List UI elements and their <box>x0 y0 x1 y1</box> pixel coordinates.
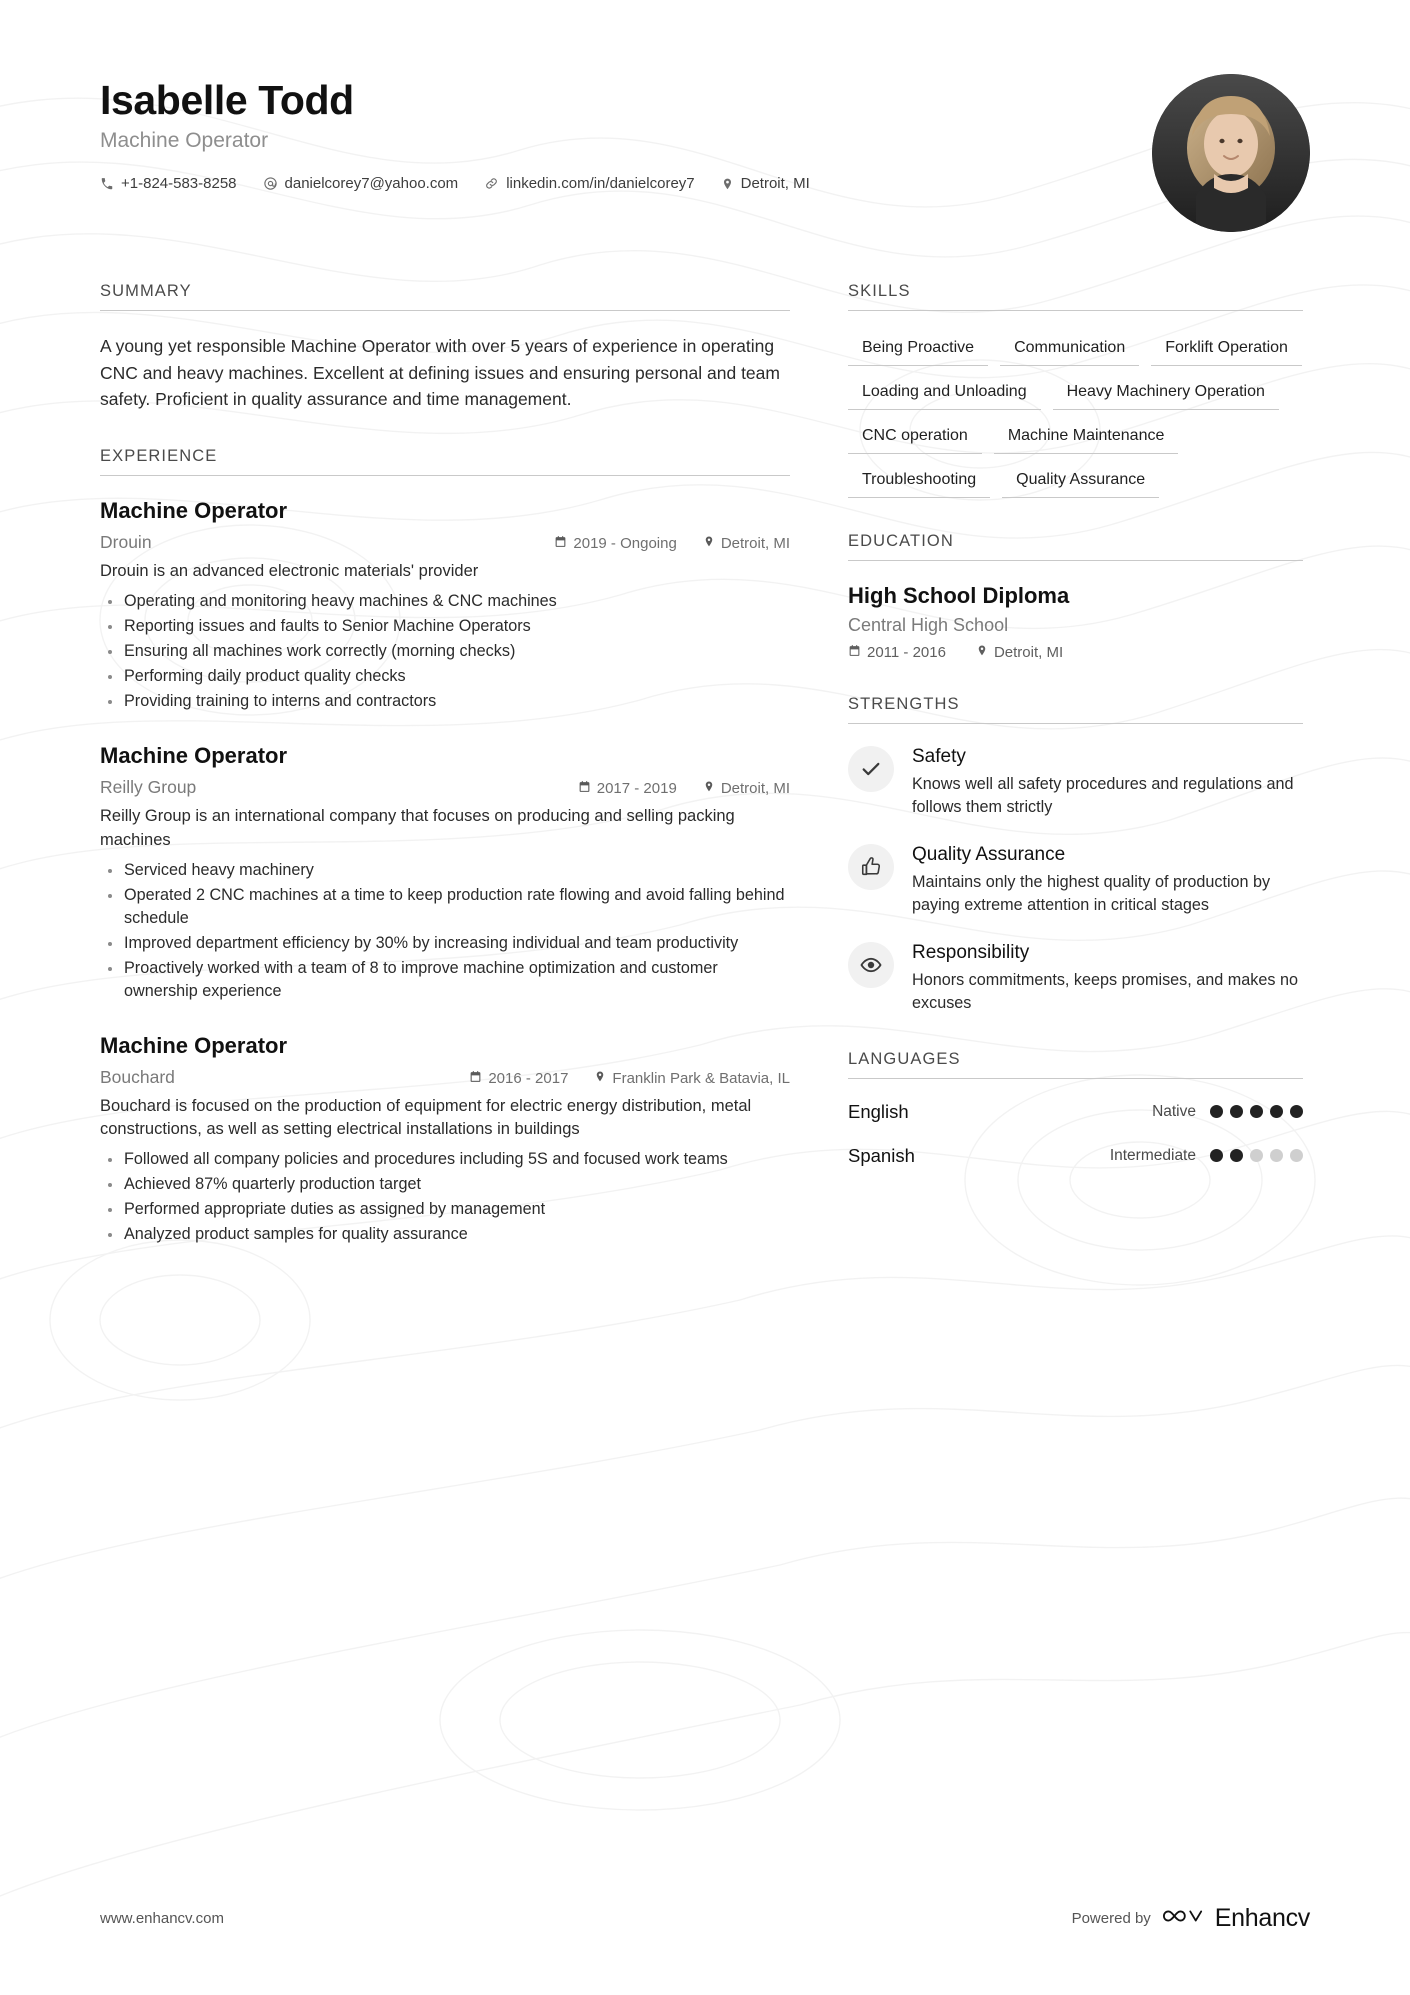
strength-text-block <box>912 942 1303 1016</box>
enhancv-logo-icon <box>1163 1903 1203 1933</box>
list-item: Proactively worked with a team of 8 to improve machine optimization and customer ownership experience <box>100 957 790 1003</box>
left-column <box>100 282 790 1280</box>
rating-dot <box>1250 1105 1263 1118</box>
calendar-icon <box>469 1070 482 1087</box>
thumbs-up-icon <box>848 844 894 890</box>
experience-item <box>100 498 790 713</box>
phone-icon <box>100 177 114 191</box>
experience-section-title: EXPERIENCE <box>100 447 790 476</box>
experience-date-text: 2016 - 2017 <box>488 1069 569 1087</box>
strength-title: Responsibility <box>912 941 1030 963</box>
eye-icon <box>848 942 894 988</box>
location-pin-icon <box>594 1070 606 1087</box>
contact-linkedin-text: linkedin.com/in/danielcorey7 <box>506 175 695 193</box>
list-item: Reporting issues and faults to Senior Machine Operators <box>100 615 790 638</box>
skill-chip: Troubleshooting <box>848 465 990 498</box>
rating-dot <box>1270 1149 1283 1162</box>
list-item: Improved department efficiency by 30% by increasing individual and team productivity <box>100 932 790 955</box>
contact-email <box>263 175 459 192</box>
language-name: Spanish <box>848 1144 915 1166</box>
calendar-icon <box>848 644 861 661</box>
header-job-title: Machine Operator <box>100 129 269 153</box>
avatar <box>1152 74 1310 232</box>
experience-bullets <box>100 859 790 1003</box>
contact-linkedin <box>484 175 694 192</box>
experience-role: Machine Operator <box>100 1032 288 1058</box>
list-item: Operating and monitoring heavy machines & CNC machines <box>100 590 790 613</box>
experience-meta <box>100 1067 790 1088</box>
strength-title: Safety <box>912 746 966 767</box>
page-title: Isabelle Todd <box>100 77 354 123</box>
list-item: Performed appropriate duties as assigned by management <box>100 1198 790 1221</box>
experience-location <box>703 535 790 552</box>
language-name: English <box>848 1100 909 1122</box>
email-icon <box>263 176 278 191</box>
location-pin-icon <box>703 535 715 552</box>
location-pin-icon <box>976 644 988 661</box>
experience-item <box>100 743 790 1003</box>
education-meta <box>848 644 1303 661</box>
skill-chip: Being Proactive <box>848 333 988 366</box>
experience-company: Bouchard <box>100 1066 175 1087</box>
rating-dot <box>1210 1105 1223 1118</box>
experience-date <box>469 1070 568 1087</box>
list-item: Operated 2 CNC machines at a time to keep production rate flowing and avoid falling behind schedule <box>100 884 790 930</box>
skill-chip: Quality Assurance <box>1002 465 1159 498</box>
rating-dot <box>1290 1105 1303 1118</box>
summary-section-title: SUMMARY <box>100 282 790 311</box>
list-item: Analyzed product samples for quality assurance <box>100 1223 790 1246</box>
skill-chip: Communication <box>1000 333 1139 366</box>
strength-title: Quality Assurance <box>912 843 1066 865</box>
education-date-text: 2011 - 2016 <box>867 644 946 661</box>
education-location <box>976 644 1063 661</box>
experience-location <box>703 780 790 797</box>
skills-list <box>848 333 1303 498</box>
summary-text: A young yet responsible Machine Operator with over 5 years of experience in operating CNC and heavy machines. Excellent at defining issues and ensuring personal and team safety. Proficient in quality assurance and time management. <box>100 336 780 410</box>
experience-company: Reilly Group <box>100 776 197 797</box>
list-item: Achieved 87% quarterly production target <box>100 1173 790 1196</box>
section-languages <box>848 1050 1303 1167</box>
contact-location <box>721 175 810 192</box>
footer-branding <box>1072 1903 1310 1933</box>
contact-phone-text: +1-824-583-8258 <box>121 175 237 193</box>
resume-header <box>100 78 1310 232</box>
strength-item <box>848 746 1303 820</box>
right-column <box>848 282 1303 1280</box>
language-item <box>848 1101 1303 1123</box>
skills-section-title: SKILLS <box>848 282 1303 311</box>
skill-chip: Machine Maintenance <box>994 421 1179 454</box>
contact-phone <box>100 175 237 192</box>
experience-date-text: 2019 - Ongoing <box>573 534 677 552</box>
experience-bullets <box>100 1148 790 1246</box>
list-item: Performing daily product quality checks <box>100 665 790 688</box>
header-text-block <box>100 78 836 192</box>
language-rating <box>1210 1149 1303 1162</box>
list-item: Followed all company policies and procedures including 5S and focused work teams <box>100 1148 790 1171</box>
rating-dot <box>1250 1149 1263 1162</box>
experience-description: Bouchard is focused on the production of equipment for electric energy distribution, metal constructions, as well as setting electrical installations in buildings <box>100 1096 752 1139</box>
languages-section-title: LANGUAGES <box>848 1050 1303 1079</box>
experience-location-text: Detroit, MI <box>720 534 790 552</box>
language-level: Intermediate <box>1109 1146 1196 1164</box>
calendar-icon <box>554 535 567 552</box>
list-item: Serviced heavy machinery <box>100 859 790 882</box>
language-level: Native <box>1152 1102 1196 1120</box>
powered-by-label: Powered by <box>1071 1909 1151 1927</box>
experience-company: Drouin <box>100 531 152 552</box>
language-item <box>848 1145 1303 1167</box>
experience-description: Reilly Group is an international company that focuses on producing and selling packing machines <box>100 806 735 849</box>
section-experience <box>100 447 790 1247</box>
page-footer <box>100 1903 1310 1933</box>
skill-chip: CNC operation <box>848 421 982 454</box>
section-education <box>848 532 1303 661</box>
strength-description: Knows well all safety procedures and regulations and follows them strictly <box>912 775 1294 817</box>
education-location-text: Detroit, MI <box>993 644 1064 661</box>
enhancv-brand-text: Enhancv <box>1214 1903 1310 1932</box>
experience-location-text: Franklin Park & Batavia, IL <box>612 1069 790 1087</box>
rating-dot <box>1230 1149 1243 1162</box>
education-date <box>848 644 946 661</box>
rating-dot <box>1270 1105 1283 1118</box>
experience-bullets <box>100 590 790 713</box>
link-icon <box>484 176 499 191</box>
education-section-title: EDUCATION <box>848 532 1303 561</box>
education-degree: High School Diploma <box>848 583 1070 608</box>
rating-dot <box>1210 1149 1223 1162</box>
experience-date-text: 2017 - 2019 <box>596 779 677 797</box>
resume-body <box>100 282 1310 1280</box>
strength-item <box>848 844 1303 918</box>
list-item: Ensuring all machines work correctly (morning checks) <box>100 640 790 663</box>
contact-list <box>100 175 836 192</box>
section-summary <box>100 282 790 413</box>
rating-dot <box>1290 1149 1303 1162</box>
strength-description: Maintains only the highest quality of production by paying extreme attention in critical stages <box>912 872 1271 915</box>
list-item: Providing training to interns and contractors <box>100 690 790 713</box>
experience-role: Machine Operator <box>100 497 288 523</box>
experience-meta <box>100 532 790 553</box>
calendar-icon <box>578 780 591 797</box>
location-pin-icon <box>721 177 734 191</box>
experience-location <box>594 1070 790 1087</box>
experience-date <box>554 535 676 552</box>
experience-item <box>100 1033 790 1247</box>
experience-meta <box>100 777 790 798</box>
strength-description: Honors commitments, keeps promises, and makes no excuses <box>912 970 1298 1013</box>
education-school: Central High School <box>848 615 1009 635</box>
strength-item <box>848 942 1303 1016</box>
section-skills <box>848 282 1303 498</box>
skill-chip: Forklift Operation <box>1151 333 1302 366</box>
contact-location-text: Detroit, MI <box>740 175 810 193</box>
language-rating <box>1210 1105 1303 1118</box>
check-icon <box>848 746 894 792</box>
strength-text-block <box>912 844 1303 918</box>
experience-date <box>578 780 677 797</box>
section-strengths <box>848 695 1303 1016</box>
rating-dot <box>1230 1105 1243 1118</box>
skill-chip: Loading and Unloading <box>848 377 1041 410</box>
experience-role: Machine Operator <box>100 742 288 768</box>
skill-chip: Heavy Machinery Operation <box>1053 377 1279 410</box>
experience-location-text: Detroit, MI <box>720 779 790 797</box>
strength-text-block <box>912 746 1303 820</box>
strengths-section-title: STRENGTHS <box>848 695 1303 724</box>
location-pin-icon <box>703 780 715 797</box>
contact-email-text: danielcorey7@yahoo.com <box>284 175 459 193</box>
footer-website[interactable]: www.enhancv.com <box>100 1909 224 1927</box>
experience-description: Drouin is an advanced electronic materials' provider <box>100 561 479 580</box>
